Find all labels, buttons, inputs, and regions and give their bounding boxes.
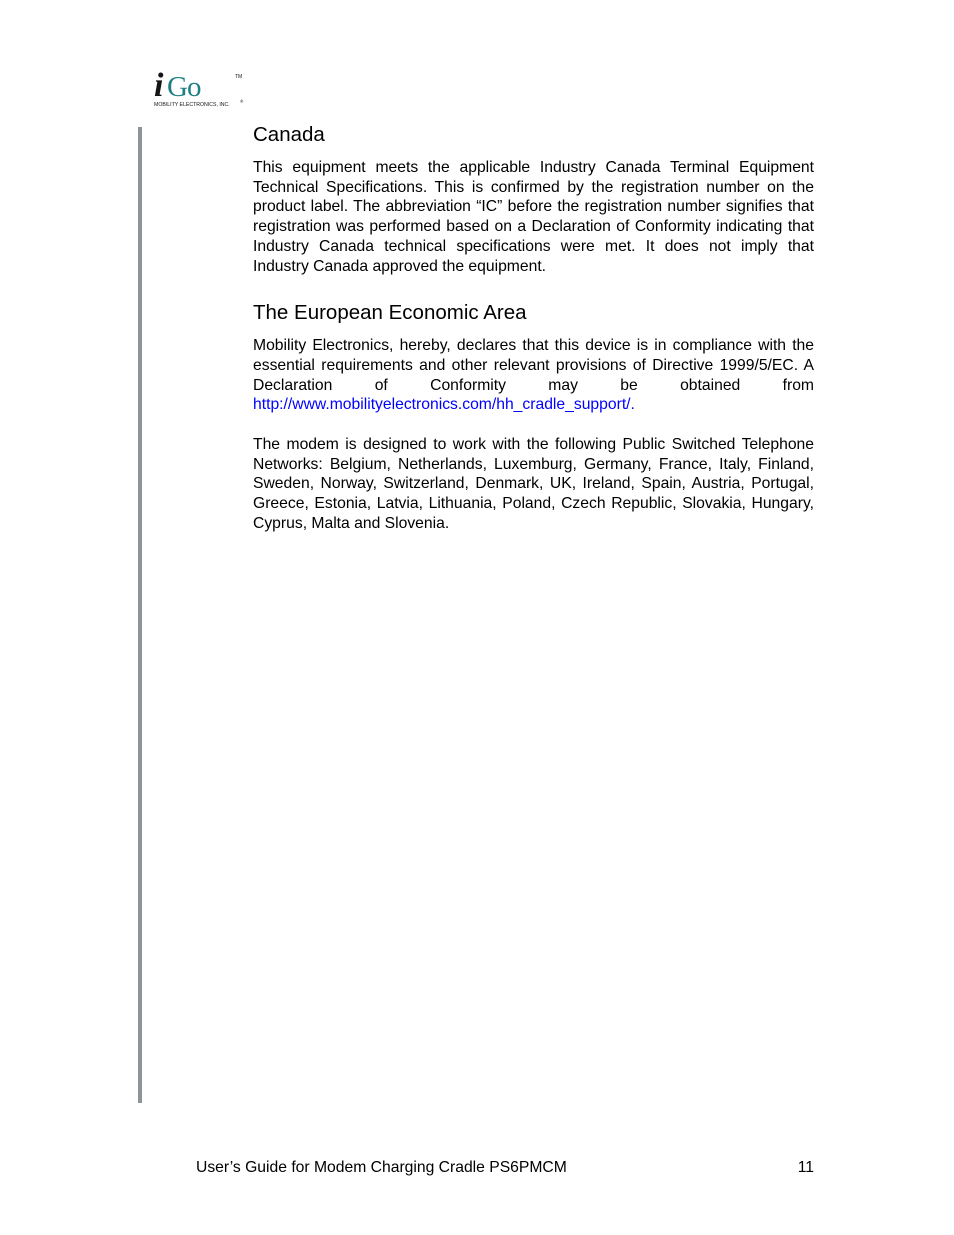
paragraph: This equipment meets the applicable Industry Canada Terminal Equipment Technical Specifications. This is confirmed by the registration number on the product label. The abbreviation “IC” before the registration number signifies that registration was performed based on a Declaration of Conformity indicating that Industry Canada technical specifications were met. It does not imply that Industry Canada approved the equipment. [253, 159, 814, 275]
support-link[interactable]: http://www.mobilityelectronics.com/hh_cradle_support/. [253, 396, 635, 414]
logo-registered: ® [240, 99, 244, 104]
logo-letters-go: Go [167, 71, 201, 103]
section-canada [253, 121, 814, 276]
logo-tagline: MOBILITY ELECTRONICS, INC. [154, 102, 230, 108]
paragraph-text: Mobility Electronics, hereby, declares that this device is in compliance with the essential requirements and other relevant provisions of Directive 1999/5/EC. A Declaration of Conformity may be obtained from [253, 337, 814, 394]
footer-title: User’s Guide for Modem Charging Cradle PS6PMCM [196, 1159, 567, 1176]
logo-letter-i: i [154, 67, 164, 104]
page-footer [196, 1158, 814, 1178]
page-number: 11 [797, 1159, 814, 1176]
section-heading: Canada [253, 123, 325, 146]
igo-logo [153, 66, 253, 110]
section-heading: The European Economic Area [253, 301, 527, 325]
paragraph: The modem is designed to work with the following Public Switched Telephone Networks: Belgium, Netherlands, Luxemburg, Germany, France, Italy, Finland, Sweden, Norway, Switzerland, Denmark, UK, Ireland, Spain, Austria, Portugal, Greece, Estonia, Latvia, Lithuania, Poland, Czech Republic, Slovakia, Hungary, Cyprus, Malta and Slovenia. [253, 436, 814, 532]
logo-tm: TM [235, 74, 243, 80]
paragraph-declaration [253, 336, 814, 415]
section-eea [253, 299, 814, 533]
page-content [253, 121, 814, 554]
margin-rule [138, 127, 142, 1103]
igo-logo-mark [153, 66, 253, 110]
